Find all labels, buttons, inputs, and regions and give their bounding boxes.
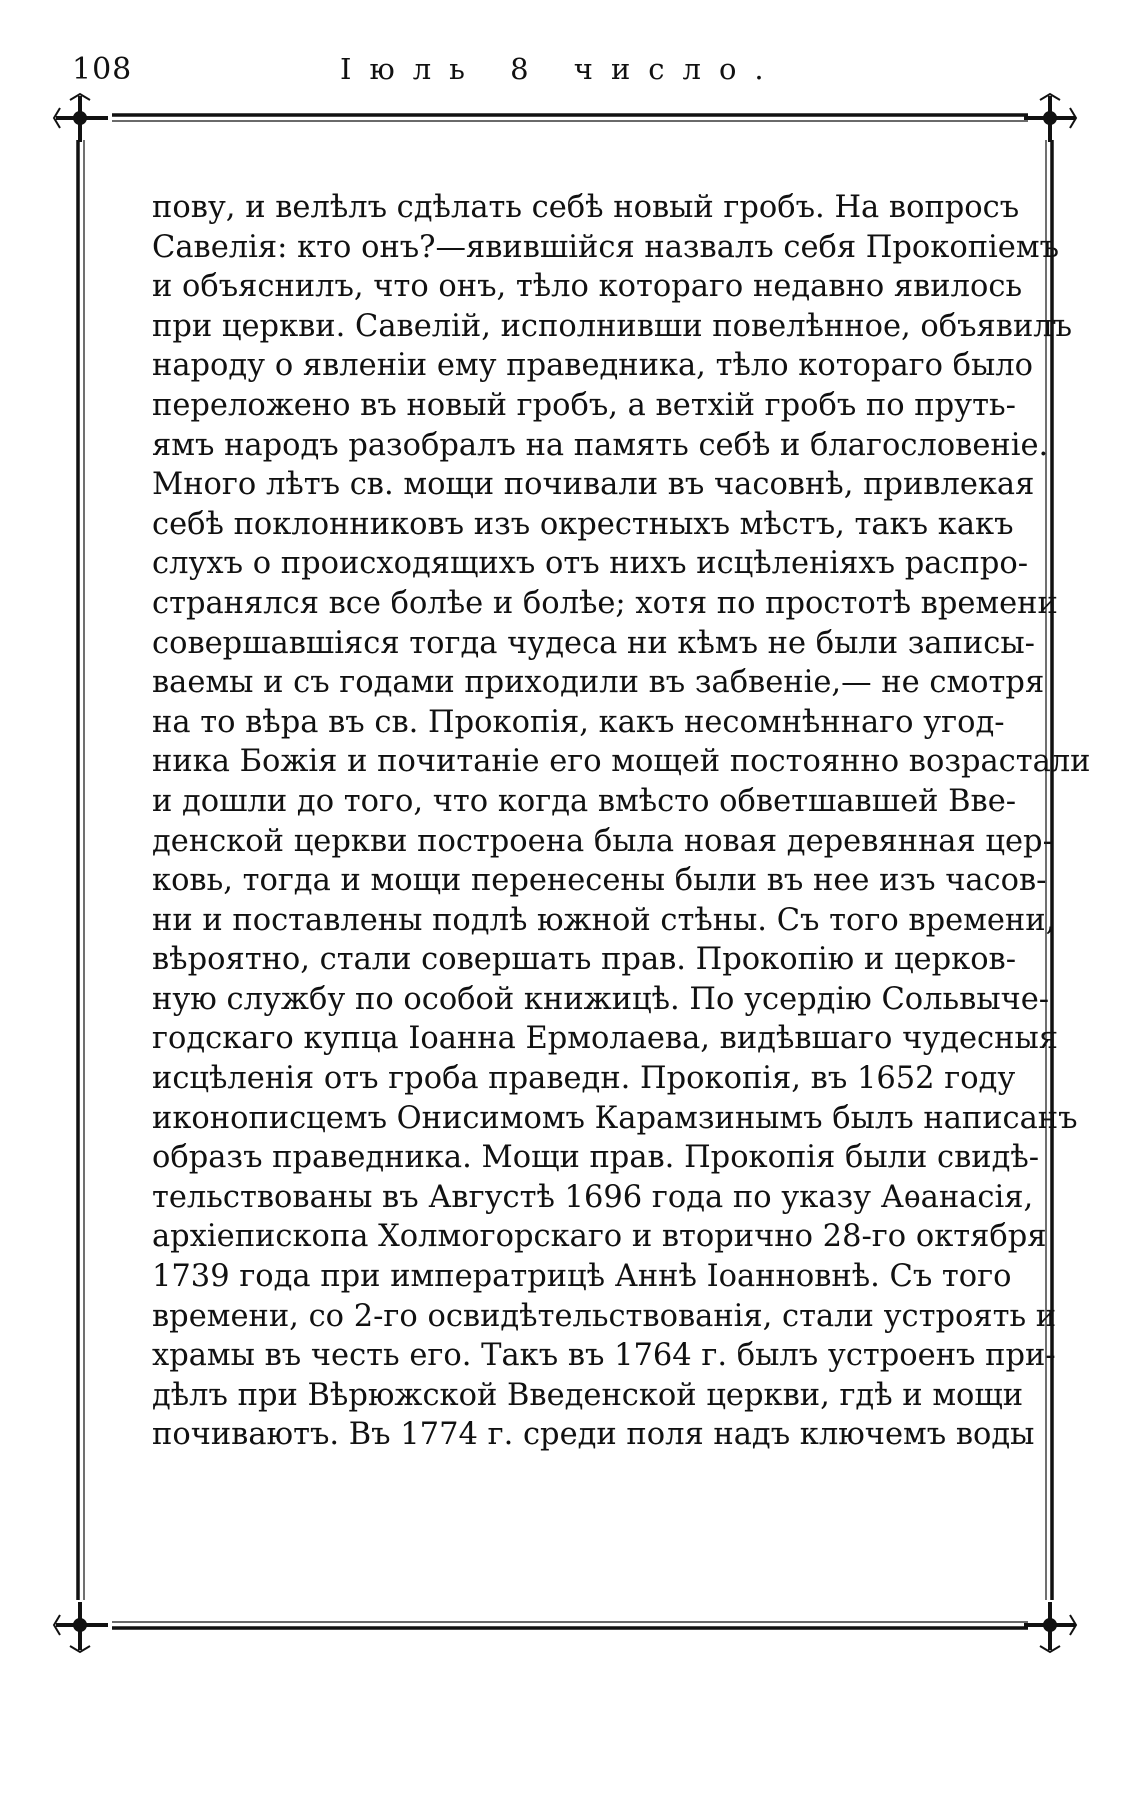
text-line-3: и объяснилъ, что онъ, тѣло котораго недавно явилось	[152, 269, 1023, 305]
text-line-27: архіепископа Холмогорскаго и вторично 28-го октября	[152, 1219, 1047, 1255]
text-line-24: иконописцемъ Онисимомъ Карамзинымъ былъ написанъ	[152, 1100, 1078, 1136]
text-line-31: дѣлъ при Вѣрюжской Введенской церкви, гдѣ и мощи	[152, 1377, 1024, 1413]
body-text	[152, 188, 1091, 1455]
text-line-15: ника Божія и почитаніе его мощей постоянно возрастали	[152, 744, 1091, 780]
text-line-5: народу о явленіи ему праведника, тѣло котораго было	[152, 348, 1034, 384]
text-line-14: на то вѣра въ св. Прокопія, какъ несомнѣннаго угод-	[152, 704, 1005, 740]
page-number: 108	[72, 52, 133, 87]
text-line-26: тельствованы въ Августѣ 1696 года по указу Аѳанасія,	[152, 1179, 1034, 1215]
text-line-4: при церкви. Савелій, исполнивши повелѣнное, объявилъ	[152, 308, 1073, 344]
text-line-7: ямъ народъ разобралъ на память себѣ и благословеніе.	[152, 427, 1049, 463]
text-line-10: слухъ о происходящихъ отъ нихъ исцѣленіяхъ распро-	[152, 546, 1029, 582]
text-line-19: ни и поставлены подлѣ южной стѣны. Съ того времени,	[152, 902, 1056, 938]
text-line-28: 1739 года при императрицѣ Аннѣ Іоанновнѣ. Съ того	[152, 1259, 1012, 1295]
text-line-13: ваемы и съ годами приходили въ забвеніе,— не смотря	[152, 665, 1045, 701]
text-line-23: исцѣленія отъ гроба праведн. Прокопія, въ 1652 году	[152, 1061, 1016, 1097]
text-line-12: совершавшіяся тогда чудеса ни кѣмъ не были записы-	[152, 625, 1035, 661]
text-line-11: странялся все болѣе и болѣе; хотя по простотѣ времени	[152, 585, 1058, 621]
text-line-32: почиваютъ. Въ 1774 г. среди поля надъ ключемъ воды	[152, 1417, 1035, 1453]
text-line-17: денской церкви построена была новая деревянная цер-	[152, 823, 1053, 859]
text-line-18: ковь, тогда и мощи перенесены были въ нее изъ часов-	[152, 863, 1047, 899]
text-line-8: Много лѣтъ св. мощи почивали въ часовнѣ, привлекая	[152, 467, 1035, 503]
running-head: Іюль 8 число.	[340, 52, 782, 86]
text-line-9: себѣ поклонниковъ изъ окрестныхъ мѣстъ, такъ какъ	[152, 506, 1014, 542]
text-line-29: времени, со 2-го освидѣтельствованія, стали устроять и	[152, 1298, 1057, 1334]
text-line-20: вѣроятно, стали совершать прав. Прокопію и церков-	[152, 942, 1017, 978]
text-line-22: годскаго купца Іоанна Ермолаева, видѣвшаго чудесныя	[152, 1021, 1058, 1057]
text-line-30: храмы въ честь его. Такъ въ 1764 г. былъ устроенъ при-	[152, 1338, 1056, 1374]
text-line-6: переложено въ новый гробъ, а ветхій гробъ по пруть-	[152, 387, 1016, 423]
text-line-16: и дошли до того, что когда вмѣсто обветшавшей Вве-	[152, 783, 1017, 819]
text-line-1: пову, и велѣлъ сдѣлать себѣ новый гробъ. На вопросъ	[152, 190, 1020, 225]
text-line-2: Савелія: кто онъ?—явившійся назвалъ себя Прокопіемъ	[152, 229, 1059, 265]
text-line-25: образъ праведника. Мощи прав. Прокопія были свидѣ-	[152, 1140, 1040, 1176]
text-line-21: ную службу по особой книжицѣ. По усердію Сольвыче-	[152, 981, 1050, 1017]
